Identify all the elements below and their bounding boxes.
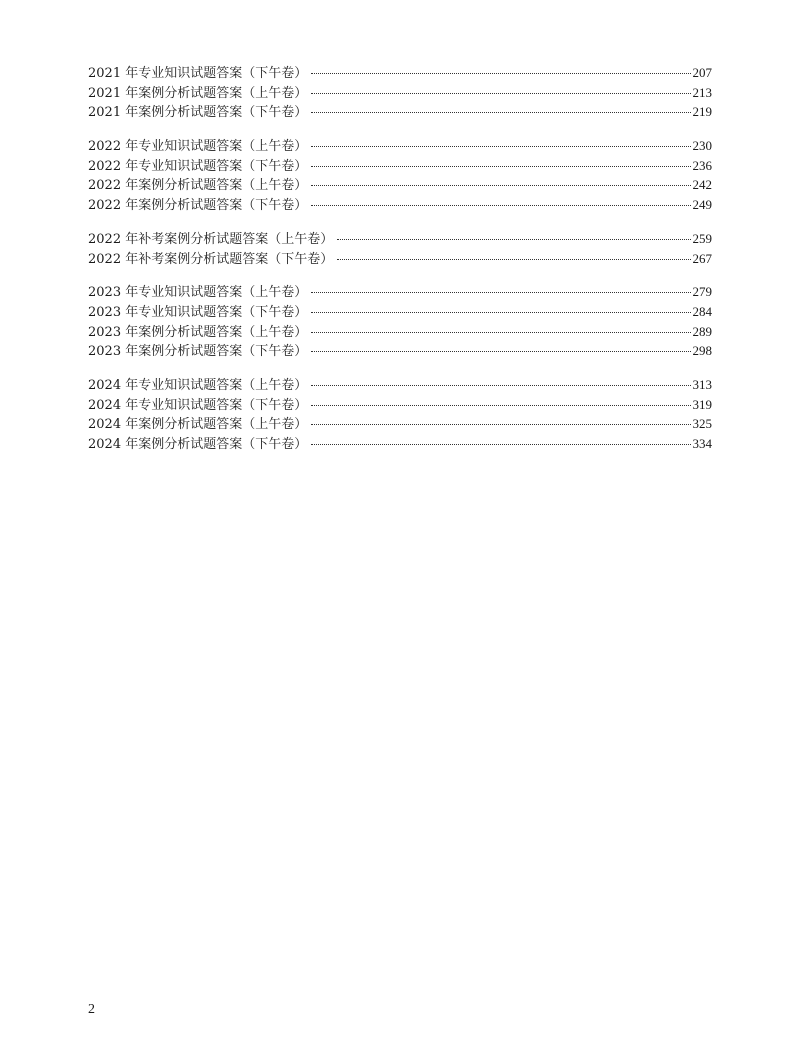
toc-entry[interactable] [88,83,712,103]
toc-group-2022-supplementary [88,229,712,268]
toc-entry-title: 2022 年案例分析试题答案（下午卷） [88,198,308,214]
toc-entry-page: 236 [692,157,712,173]
toc-entry-page: 289 [692,323,712,339]
toc-entry-title: 2023 年案例分析试题答案（下午卷） [88,344,308,360]
toc-group-2024 [88,375,712,454]
toc-entry-title: 2021 年专业知识试题答案（下午卷） [88,66,308,81]
toc-entry-page: 249 [692,197,712,213]
dot-leader [311,385,690,386]
toc-entry-title: 2024 年案例分析试题答案（上午卷） [88,417,308,433]
toc-entry-title: 2021 年案例分析试题答案（下午卷） [88,105,308,121]
dot-leader [311,444,690,445]
toc-entry-title: 2022 年补考案例分析试题答案（下午卷） [88,251,334,267]
dot-leader [311,332,690,333]
toc-entry-title: 2023 年专业知识试题答案（下午卷） [88,304,308,320]
toc-entry[interactable] [88,375,712,395]
toc-entry[interactable] [88,395,712,415]
toc-group-2022 [88,136,712,215]
dot-leader [311,112,690,113]
toc-entry-page: 325 [692,416,712,432]
toc-entry[interactable] [88,136,712,156]
toc-entry-page: 279 [692,284,712,300]
toc-entry-page: 298 [692,343,712,359]
dot-leader [311,292,690,293]
toc-entry[interactable] [88,195,712,215]
toc-entry-page: 213 [692,84,712,100]
toc-entry-title: 2022 年补考案例分析试题答案（上午卷） [88,231,334,247]
table-of-contents [88,63,712,468]
toc-entry[interactable] [88,102,712,122]
toc-entry-title: 2024 年案例分析试题答案（下午卷） [88,437,308,452]
toc-group-2023 [88,282,712,361]
toc-entry-title: 2022 年专业知识试题答案（下午卷） [88,158,308,174]
toc-entry[interactable] [88,175,712,195]
toc-entry-page: 259 [692,230,712,246]
toc-entry[interactable] [88,322,712,342]
toc-entry[interactable] [88,156,712,176]
toc-entry-page: 207 [692,65,712,80]
dot-leader [311,73,690,74]
dot-leader [311,146,690,147]
toc-entry[interactable] [88,302,712,322]
dot-leader [311,312,690,313]
toc-entry-page: 334 [692,436,712,451]
toc-entry[interactable] [88,414,712,434]
toc-entry-title: 2024 年专业知识试题答案（下午卷） [88,397,308,413]
toc-entry-page: 267 [692,250,712,266]
toc-entry[interactable] [88,229,712,249]
toc-entry-title: 2023 年专业知识试题答案（上午卷） [88,285,308,301]
toc-entry-page: 242 [692,177,712,193]
dot-leader [311,185,690,186]
dot-leader [311,424,690,425]
toc-entry-page: 313 [692,376,712,392]
page-number: 2 [88,1002,95,1017]
toc-entry-page: 284 [692,303,712,319]
toc-entry-title: 2022 年案例分析试题答案（上午卷） [88,178,308,194]
toc-group-2021 [88,63,712,122]
toc-entry[interactable] [88,249,712,269]
toc-entry-page: 219 [692,104,712,120]
dot-leader [311,205,690,206]
toc-entry-title: 2021 年案例分析试题答案（上午卷） [88,85,308,101]
dot-leader [337,239,690,240]
toc-entry[interactable] [88,341,712,361]
toc-entry-page: 319 [692,396,712,412]
dot-leader [311,351,690,352]
toc-entry-title: 2022 年专业知识试题答案（上午卷） [88,139,308,155]
toc-entry-page: 230 [692,138,712,154]
toc-entry-title: 2024 年专业知识试题答案（上午卷） [88,377,308,393]
toc-entry[interactable] [88,434,712,454]
dot-leader [311,93,690,94]
dot-leader [311,166,690,167]
dot-leader [311,405,690,406]
dot-leader [337,259,690,260]
toc-entry[interactable] [88,63,712,83]
toc-entry[interactable] [88,282,712,302]
toc-entry-title: 2023 年案例分析试题答案（上午卷） [88,324,308,340]
